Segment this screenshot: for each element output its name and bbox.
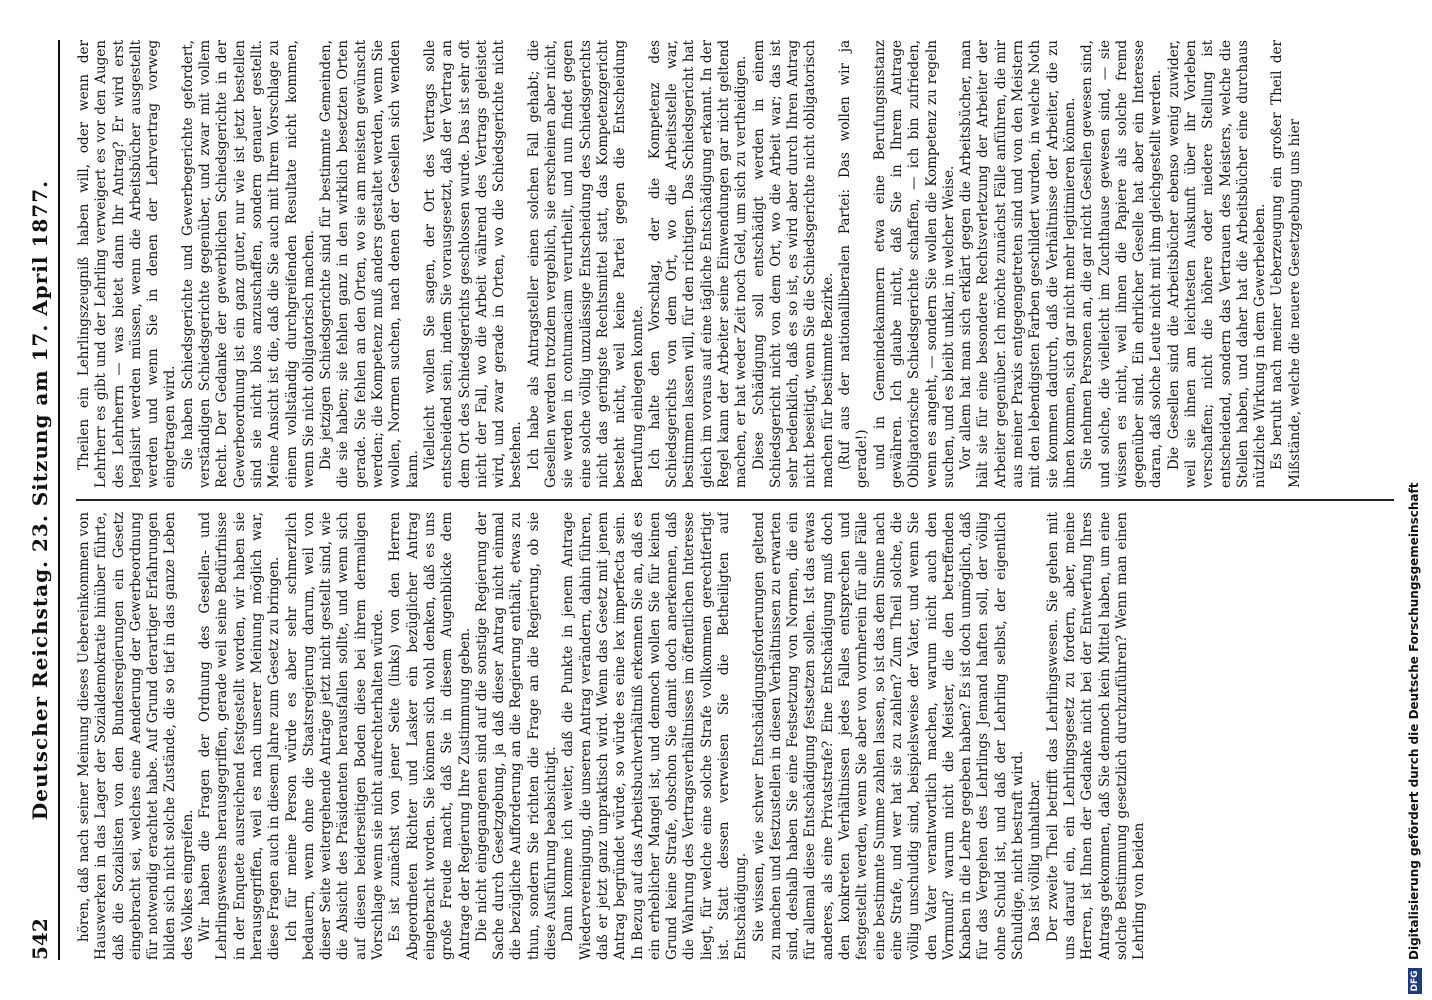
page-title: Deutscher Reichstag. 23. Sitzung am 17. April 1877. (28, 179, 52, 821)
right-paragraph: Sie haben Schiedsgerichte und Gewerbegerichte gefordert, verständigen Schiedsgerichte gegenüber, und zwar mit vollem Recht. Der Gedanke der gewerblichen Schiedsgerichte in der Gewerbeordnung ist ein ganz guter, nur wie ist jetzt bestellen sind sie nicht blos anzuschaffen, sondern genauer gestellt. Meine Ansicht ist die, daß die Sie auch mit Ihrem Vorschlage zu einem vollständig durchgreifenden Resultate nicht kommen, wenn Sie nicht obligatorisch machen. (179, 40, 317, 488)
left-paragraph: Die nicht eingegangenen sind auf die sonstige Regierung der Sache durch Gesetzgebung, ja daß dieser Antrag nicht einmal die bezügliche Aufforderung an die Regierung enthält, etwas zu thun, sondern Sie richten die Frage an die Regierung, ob sie diese Ausführung beabsichtigt. (473, 512, 560, 960)
digitization-credit: Digitalisierung gefördert durch die Deutsche Forschungsgemeinschaft (1407, 482, 1421, 960)
digitization-footer (1406, 0, 1426, 1000)
right-column (76, 40, 1394, 488)
right-paragraph: Die jetzigen Schiedsgerichte sind für bestimmte Gemeinden, die sie haben; sie fehlen ganz in den wirklich besetzten Orten gerade. Sie fehlen an den Orten, wo sie am meisten gewünscht werden; die Kompetenz muß anders gestaltet werden, wenn Sie wollen, Normen suchen, nach denen der Gesellen sich wenden kann. (318, 40, 421, 488)
right-paragraph: Ich halte den Vorschlag, der die Kompetenz des Schiedsgerichts von dem Ort, wo die Arbeitsstelle war, bestimmen lassen will, für den richtigen. Das Schiedsgericht hat gleich im voraus auf eine tägliche Entschädigung erkannt. In der Regel kann der Arbeiter seine Einwendungen gar nicht geltend machen, er hat weder Zeit noch Geld, um sich zu vertheidigen. (646, 40, 750, 488)
right-paragraph: Die Gesellen sind die Arbeitsbücher ebenso wenig zuwider, weil sie ihnen am leichtesten Auskunft über ihr Vorleben verschaffen; nicht die höhere oder niedere Stellung ist entscheidend, sondern das Vertrauen des Meisters, welche die Stellen haben, und daher hat die Arbeitsbücher eine durchaus nützliche Wirkung in dem Gewerbeleben. (1165, 40, 1269, 488)
left-paragraph: Der zweite Theil betrifft das Lehrlingswesen. Sie gehen mit uns darauf ein, ein Lehrlingsgesetz zu fordern, aber, meine Herren, ist Ihnen der Gedanke nicht bei der Entwerfung Ihres Antrags gekommen, daß Sie dennoch kein Mittel haben, um eine solche Bestimmung gesetzlich durchzuführen? Wenn man einen Lehrling von beiden (1044, 512, 1148, 960)
left-paragraph: Es ist zunächst von jener Seite (links) von den Herren Abgeordneten Richter und Lasker ein bezüglicher Antrag eingebracht worden. Sie können sich wohl denken, daß es uns große Freude macht, daß Sie in diesem Augenblicke dem Antrage der Regierung Ihre Zustimmung geben. (387, 512, 473, 960)
page-number: 542 (28, 918, 52, 960)
right-paragraph: und in Gemeindekammern etwa eine Berufungsinstanz gewähren. Ich glaube nicht, daß Sie in Ihrem Antrage Obligatorische Schiedsgerichte schaffen, — ich bin zufrieden, wenn es angeht, — sondern Sie wollen die Kompetenz zu regeln suchen, und es bleibt unklar, in welcher Weise. (871, 40, 957, 488)
dfg-logo: DFG (1408, 968, 1422, 994)
left-column (76, 512, 1394, 960)
left-paragraph: Sie wissen, wie schwer Entschädigungsforderungen geltend zu machen und festzustellen in diesen Verhältnissen zu erwarten sind, deshalb haben Sie eine Festsetzung von Normen, die ein für allemal diese Entschädigung festsetzen sollen. Ist das etwas anderes, als eine Privatstrafe? Eine Entschädigung muß doch den konkreten Verhältnissen jedes Falles entsprechen und festgestellt werden, wenn Sie aber von vornherein für alle Fälle eine bestimmte Summe zahlen lassen, so ist das dem Sinne nach eine Strafe, und wer hat sie zu zahlen? Zum Theil solche, die völlig unschuldig sind, beispielsweise der Vater, und wenn Sie den Vater verantwortlich machen, warum nicht auch den Vormund? warum nicht die Meister, die den betreffenden Knaben in die Lehre gegeben haben? Es ist doch unmöglich, daß für das Vergehen des Lehrlings Jemand haften soll, der völlig ohne Schuld ist, und daß der Lehrling selbst, der eigentlich Schuldige, nicht bestraft wird. (750, 512, 1027, 960)
right-paragraph: Diese Schädigung soll entschädigt werden in einem Schiedsgericht nicht von dem Ort, wo die Arbeit war; das ist sehr bedenklich, daß es so ist, es wird aber durch Ihren Antrag nicht beseitigt, wenn Sie die Schiedsgerichte nicht obligatorisch machen für bestimmte Bezirke. (750, 40, 836, 488)
column-divider (76, 499, 1394, 501)
right-paragraph: Vielleicht wollen Sie sagen, der Ort des Vertrags solle entscheidend sein, indem Sie vorausgesetzt, daß der Vertrag an dem Ort des Schiedsgerichts geschlossen wurde. Das ist sehr oft nicht der Fall, wo die Arbeit während des Vertrags geleistet wird, und zwar gerade in Orten, wo die Schiedsgerichte nicht bestehen. (421, 40, 525, 488)
right-paragraph: Ich habe als Antragsteller einen solchen Fall gehabt; die Gesellen werden trotzdem vergeblich, sie erscheinen aber nicht, sie werden in contumaciam verurtheilt, und nun findet gegen eine solche völlig unzulässige Entscheidung des Schiedsgerichts nicht das geringste Rechtsmittel statt, das Kompetenzgericht besteht nicht, weil keine Partei gegen die Entscheidung Berufung einlegen konnte. (525, 40, 646, 488)
left-paragraph: hören, daß nach seiner Meinung dieses Uebereinkommen von Hauswerken in das Lager der Sozialdemokratie hinüber führte, daß die Sozialisten von den Bundesregierungen ein Gesetz eingebracht sei, welches eine Aenderung der Gewerbeordnung für notwendig erachtet habe. Auf Grund derartiger Erfahrungen bilden sich nicht solche Zustände, die so tief in das ganze Leben des Volkes eingreifen. (76, 512, 196, 960)
right-paragraph: Sie nehmen Personen an, die gar nicht Gesellen gewesen sind, und solche, die vielleicht im Zuchthause gewesen sind, — sie wissen es nicht, weil ihnen die Papiere als solche fremd gegenüber sind. Ein ehrlicher Geselle hat aber ein Interesse daran, daß solche Leute nicht mit ihm gleichgestellt werden. (1079, 40, 1165, 488)
left-paragraph: Ich für meine Person würde es aber sehr schmerzlich bedauern, wenn ohne die Staatsregierung darum, weil von dieser Seite weitergehende Anträge jetzt nicht gestellt sind, wie die Absicht des Präsidenten herausfallen sollte, und wenn sich auf diesen beiderseitigen Boden diese bei ihrem dermaligen Vorschlage wenn sie nicht aufrechterhalten würde. (283, 512, 387, 960)
right-paragraph: Vor allem hat man sich erklärt gegen die Arbeitsbücher, man hält sie für eine besondere Rechtsverletzung der Arbeiter der Arbeiter gegenüber. Ich möchte zunächst Fälle anführen, die mir aus meiner Praxis entgegengetreten sind und von den Meistern mit den lebendigsten Farben geschildert wurden, in welche Noth sie kommen dadurch, daß die Verhältnisse der Arbeiter, die zu ihnen kommen, sich gar nicht mehr legitimieren können. (958, 40, 1078, 488)
left-paragraph: Wir haben die Fragen der Ordnung des Gesellen- und Lehrlingswesens herausgegriffen, gerade weil seine Bedürfnisse in der Enquete ausreichend festgestellt worden, wir haben sie herausgegriffen, weil es nach unserer Meinung möglich war, diese Fragen auch in diesem Jahre zum Gesetz zu bringen. (197, 512, 283, 960)
right-paragraph: Es beruht nach meiner Ueberzeugung ein großer Theil der Mißstände, welche die neuere Gesetzgebung uns hier (1269, 40, 1303, 488)
left-paragraph: Dann komme ich weiter, daß die Punkte in jenem Antrage Wiedervereinigung, die unseren Antrag verändern, dahin führen, daß er jetzt ganz unpraktisch wird. Wenn das Gesetz mit jenem Antrag begründet würde, so würde es eine lex imperfecta sein. In Bezug auf das Arbeitsbuchverhältniß erkennen Sie an, daß es ein erheblicher Mangel ist, und dennoch wollen Sie für keinen Grund keine Strafe, obschon Sie damit doch anerkennen, daß die Wahrung des Vertragsverhältnisses im öffentlichen Interesse liegt, für welche eine solche Strafe vollkommen gerechtfertigt ist. Statt dessen verweisen Sie die Betheiligten auf Entschädigung. (560, 512, 750, 960)
right-paragraph: (Ruf aus der nationalliberalen Partei: Das wollen wir ja gerade!) (837, 40, 871, 488)
right-paragraph: Theilen ein Lehrlingszeugniß haben will, oder wenn der Lehrherr es gibt und der Lehrling verweigert es vor den Augen des Lehrherrn — was bietet dann Ihr Antrag? Er wird erst legalisirt werden müssen, wenn die Arbeitsbücher ausgestellt werden und wenn Sie in denen der Lehrvertrag vorweg eingetragen wird. (76, 40, 179, 488)
page-header (24, 40, 60, 960)
left-paragraph: Das ist völlig unhaltbar. (1027, 779, 1044, 942)
